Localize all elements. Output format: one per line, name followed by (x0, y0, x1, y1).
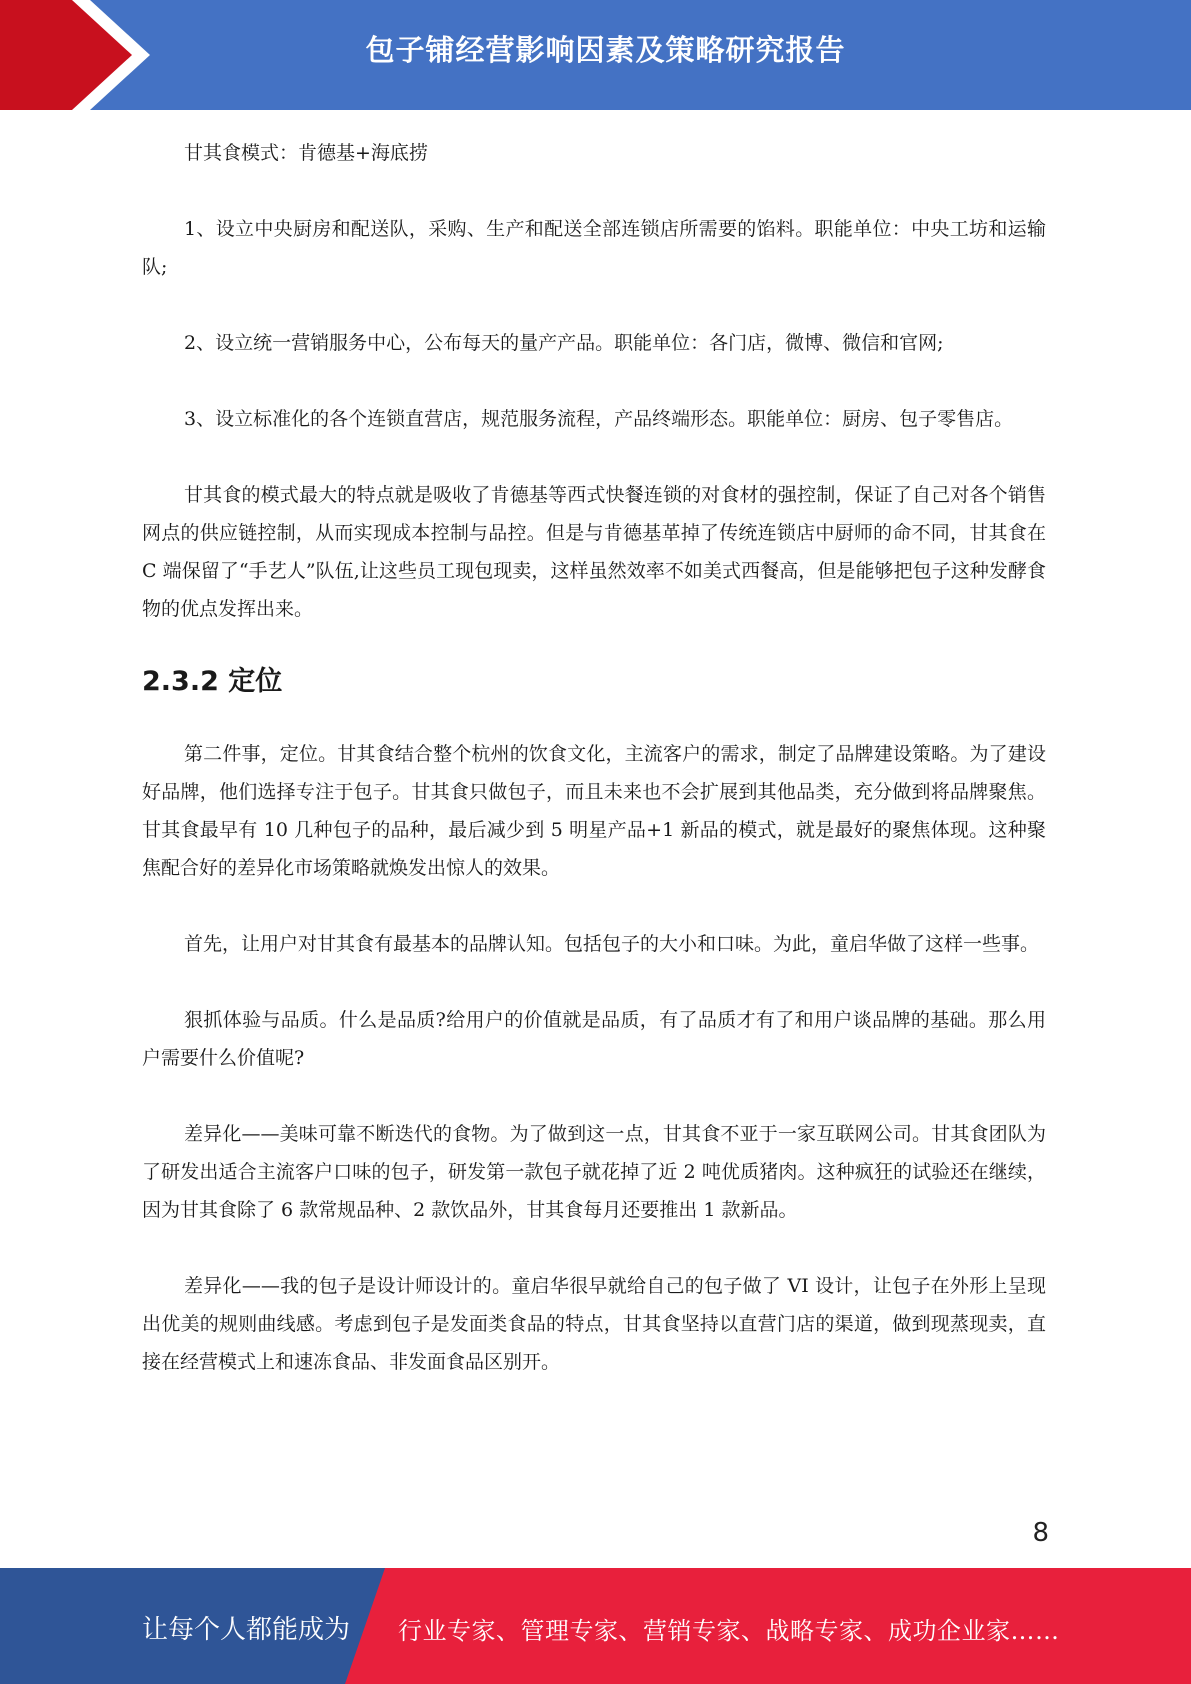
main-content (142, 134, 1046, 1419)
footer-slogan-left: 让每个人都能成为 (142, 1615, 351, 1645)
paragraph: 狠抓体验与品质。什么是品质?给用户的价值就是品质，有了品质才有了和用户谈品牌的基础。那么用户需要什么价值呢? (142, 1009, 1046, 1069)
paragraph: 2、设立统一营销服务中心，公布每天的量产产品。职能单位：各门店，微博、微信和官网; (184, 332, 944, 354)
header-title: 包子铺经营影响因素及策略研究报告 (365, 33, 846, 67)
page-header (0, 0, 1191, 110)
paragraph: 第二件事，定位。甘其食结合整个杭州的饮食文化，主流客户的需求，制定了品牌建设策略。为了建设好品牌，他们选择专注于包子。甘其食只做包子，而且未来也不会扩展到其他品类，充分做到将品牌聚焦。甘其食最早有 10 几种包子的品种，最后减少到 5 明星产品+1 新品的模式，就是最好的聚焦体现。这种聚焦配合好的差异化市场策略就焕发出惊人的效果。 (142, 743, 1046, 879)
paragraph: 1、设立中央厨房和配送队，采购、生产和配送全部连锁店所需要的馅料。职能单位：中央工坊和运输队; (142, 218, 1046, 278)
footer-slogan-right: 行业专家、管理专家、营销专家、战略专家、成功企业家…… (398, 1617, 1060, 1645)
paragraph: 甘其食模式：肯德基+海底捞 (184, 142, 428, 164)
section-heading: 2.3.2 定位 (142, 666, 283, 697)
paragraph: 差异化——美味可靠不断迭代的食物。为了做到这一点，甘其食不亚于一家互联网公司。甘其食团队为了研发出适合主流客户口味的包子，研发第一款包子就花掉了近 2 吨优质猪肉。这种疯狂的试验还在继续，因为甘其食除了 6 款常规品种、2 款饮品外，甘其食每月还要推出 1 款新品。 (142, 1123, 1046, 1221)
paragraph: 差异化——我的包子是设计师设计的。童启华很早就给自己的包子做了 VI 设计，让包子在外形上呈现出优美的规则曲线感。考虑到包子是发面类食品的特点，甘其食坚持以直营门店的渠道，做到现蒸现卖，直接在经营模式上和速冻食品、非发面食品区别开。 (142, 1275, 1046, 1373)
paragraph: 首先，让用户对甘其食有最基本的品牌认知。包括包子的大小和口味。为此，童启华做了这样一些事。 (184, 933, 1040, 955)
page-number: 8 (1032, 1518, 1049, 1548)
page-footer (0, 1568, 1191, 1684)
paragraph: 3、设立标准化的各个连锁直营店，规范服务流程，产品终端形态。职能单位：厨房、包子零售店。 (184, 408, 1014, 430)
paragraph: 甘其食的模式最大的特点就是吸收了肯德基等西式快餐连锁的对食材的强控制，保证了自己对各个销售网点的供应链控制，从而实现成本控制与品控。但是与肯德基革掉了传统连锁店中厨师的命不同，甘其食在 C 端保留了“手艺人”队伍,让这些员工现包现卖，这样虽然效率不如美式西餐高，但是能够把包子这种发酵食物的优点发挥出来。 (142, 484, 1046, 620)
